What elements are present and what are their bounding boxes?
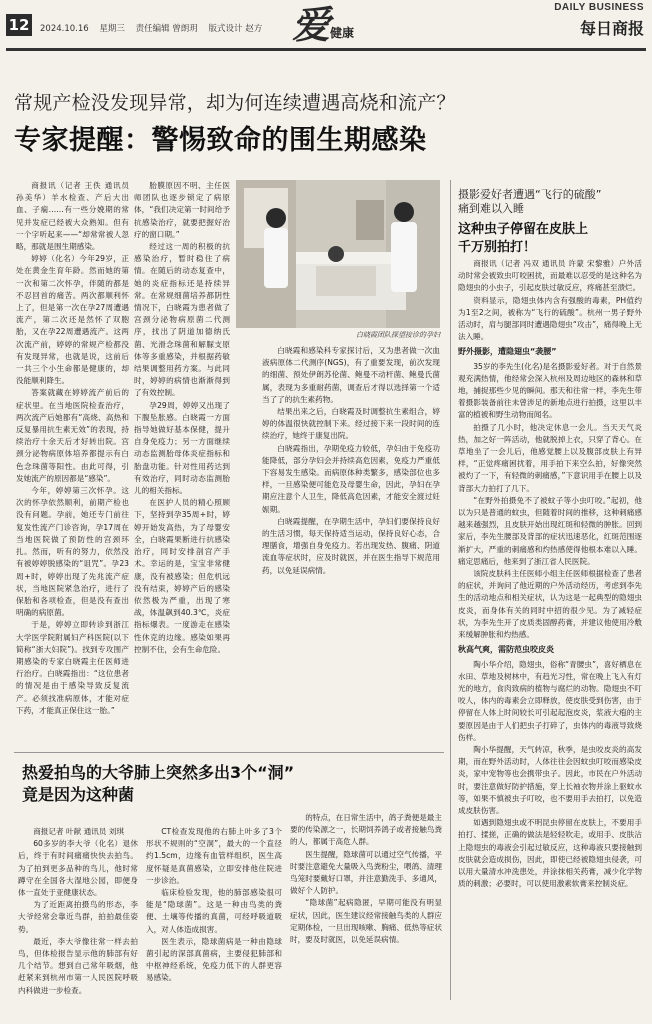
- story2-column-1: [18, 826, 138, 1016]
- paragraph: 胎膜原因不明、主任医师团队也逐步锁定了病原体，“我们决定第一时间给予抗感染治疗，就要把握好治疗的窗口期。”: [134, 181, 230, 239]
- paragraph: 孕29周，婷婷又出现了下腹坠胀感。白晓霞一方面指导她做好基本保健，提升自身免疫力；另一方面继续动态监测胎母体炎症指标和胎盘功能。针对性用药达到有效治疗，同时动态监测胎儿的相关指标。: [134, 400, 230, 496]
- paper-name-english: DAILY BUSINESS: [554, 2, 644, 13]
- page-header: [0, 0, 652, 52]
- paragraph: 今年，婷婷第三次怀孕。这次的怀孕依然顺利，前期产检也没有问题。孕前，她还专门前往复发性流产门诊咨询，孕17周在当地医院做了预防性的宫颈环扎。然而，听有的努力，依然没有被婷婷脱感染的“诅咒”。孕23周+时，婷婷出现了先兆流产症状，当地医院紧急治疗，进行了保胎和各项检查，但是没有查出明确的病原菌。: [16, 486, 129, 618]
- photo-caption: 白晓霞团队探望接诊的孕妇: [356, 331, 440, 339]
- story1-kicker: 常规产检没发现异常，却为何连续遭遇高烧和流产？: [14, 92, 456, 114]
- story2-column-2: [146, 826, 282, 1016]
- section-logo-big: 爱: [292, 2, 331, 47]
- paragraph: 医生提醒，隐球菌可以通过空气传播，平时要注意避免大量吸入鸟粪粉尘，喂鸽、清理鸟笼时要戴好口罩，并注意勤洗手、多通风，做好个人防护。: [290, 849, 442, 896]
- paragraph: 为了近距离拍摄鸟的形态，李大爷经常会靠近鸟群，拍拍最佳姿势。: [18, 900, 138, 934]
- designer-credit: 版式设计 赵方: [208, 24, 263, 34]
- section-subhead: 秋高气爽，需防范虫咬皮炎: [458, 645, 554, 655]
- paragraph: 在医护人员的精心照顾下，坚持到孕35周+时，婷婷开始发高热，为了母婴安全，白晓霞果断进行抗感染治疗，同时安排剖宫产手术。幸运的是，宝宝非常健康，没有被感染；但危机远没有结束，婷婷产后的感染依然极为严重，出现了寒战，体温飙到40.3℃，炎症指标爆表。一度游走在感染性休克的边缘。感染如果再控制不住，会有生命危险。: [134, 498, 230, 654]
- paragraph: 结果出来之后，白晓霞及时调整抗生素组合，婷婷的体温很快就控制下来。经过接下来一段时间的连续治疗，她终于康复出院。: [262, 407, 440, 441]
- story3-headline-line2: 千万别拍打！: [458, 240, 537, 255]
- paragraph: 该院皮肤科主任医师小组主任医师根据检查了患者的症状，并询问了他近期的户外活动经历，考虑到李先生的活动地点和相关症状，认为这是一起典型的隐翅虫皮炎，而身体有关的同时中招的很少见。为了减轻症状，为李先生开了皮质类固醇药膏，并建议他使用冷敷来缓解肿胀和灼热感。: [458, 569, 642, 640]
- story1-column-2: [134, 180, 230, 747]
- paragraph: 35岁的李先生(化名)是名摄影爱好者。对于自然景观充满热情，他经常会深入杭州及周边地区的森林和草地，捕捉那些少见的瞬间。那天和往常一样，李先生带着摄影装备前往未曾涉足的新地点进行拍摄，这里以丰富的植被和野生动物而闻名。: [458, 361, 642, 420]
- section-name: 健康: [330, 26, 355, 40]
- story1-headline: 专家提醒：警惕致命的围生期感染: [14, 125, 427, 156]
- column-divider: [450, 180, 451, 1000]
- paragraph: 婷婷（化名）今年29岁，正处在黄金生育年龄。然而她的第一次和第二次怀孕，伴随的都是不忍回首的痛苦。两次都顺利怀上了，但是第一次在孕27周遭遇流产，第二次还是然怀了双胞胎，又在孕22周遭遇流产。这两次流产前，婷婷的常规产检都没有发现异常，也就是说，这前后一共三个小生命都是健康的，却没能顺利降生。: [16, 254, 129, 386]
- paragraph: 商报讯（记者 冯双 通讯员 许蒙 宋黎雅）户外活动时常会被致虫叮咬困扰，而最难以忍受的是这种名为隐翅虫的小虫子，引起皮肤过敏反应，疼痛甚至溃烂。: [458, 259, 642, 293]
- paragraph: 最近，李大爷像往常一样去拍鸟，但体检报告显示他的肺部有好几个结节。想到自己常年吸烟，他赶紧来到杭州市第一人民医院呼吸内科做进一步检查。: [18, 936, 138, 995]
- paragraph: 60多岁的李大爷（化名）退休后，终于有时间痛痛快快去拍鸟。为了拍到更多品种的鸟儿，他时常蹲守在全国各大湿地公园，即便身体一直处于亚健康状态。: [18, 839, 138, 898]
- paragraph: “在野外拍摄免不了被蚊子等小虫叮咬。”起初，他以为只是普通的蚊虫，但随着时间的推移，这种刺痛感越来越强烈，且皮肤开始出现红斑和轻微的肿胀。回到家后，李先生腰部及背部的症状迅速恶化，红斑范围逐渐扩大，严重的刺痛感和灼热感使得他根本难以入睡。痛定思痛后，他来到了浙江省人民医院。: [458, 495, 642, 566]
- paragraph: 拍摄了几小时，他决定休息一会儿。当天天气炎热，加之好一阵活动，他就脱掉上衣，只穿了背心。在草地坐了一会儿后，他感觉腰上以及腹部皮肤上有异样，“正觉疼痛困扰着，用手拍下来空么拍，好像突然被灼了一下，有轻微的刺痛感，”下意识用手在腰上以及背部大力拍打了几下。: [458, 422, 642, 493]
- story2-column-3: [290, 812, 442, 1016]
- paragraph: 陶小华介绍，隐翅虫，俗称“青腰虫”，喜好栖息在水田、草地及树林中，有趋光习性，常在晚上飞入有灯光的地方，食肉致病的植物与腐烂的动物。隐翅虫不叮咬人，体内的毒素会立即释放，使皮肤受到伤害，由于停留在人体上时间较长可引起起泡皮炎，浆液大疱的主要原因是由于人们把虫子打碎了，虫体内的毒液导致烧伤样。: [458, 659, 642, 742]
- story3-headline-line1: 这种虫子停留在皮肤上: [458, 222, 589, 237]
- story2-headline-line2: 竟是因为这种菌: [22, 785, 135, 804]
- story3-subhead-line2: 痛到难以入睡: [458, 202, 524, 215]
- paragraph: 白晓霞和感染科专家探讨后，又为患者做一次血液病原体二代测序(NGS)，有了重要发现，前次发现的细菌、预处伊朗苏伦菌、鲍曼不动杆菌、鲍曼氏菌属，表现为多重耐药菌，调查后才得以选择第一个适当了了的抗生素药物。: [262, 346, 440, 404]
- section-logo: [292, 2, 362, 48]
- paragraph: 经过这一周的积极的抗感染治疗，暂时稳住了病情。在随后的动态复查中，她的炎症指标还是持续异常。在常规细菌培养都阴性情况下，白晓霞为患者做了宫颈分泌物病原菌二代测序，找出了阴道加德纳氏菌、光滑念珠菌和解脲支原体等多重感染，并根据药敏结果调整用药方案。与此同时，婷婷的病情也渐渐得到了有效控制。: [134, 242, 230, 398]
- story2-headline-line1: 热爱拍鸟的大爷肺上突然多出3个“洞”: [22, 763, 295, 782]
- paragraph: CT检查发现他的右肺上叶多了3个形状不规则的“空洞”，最大的一个直径约1.5cm，边缘有血管样组织，医生高度怀疑是真菌感染，立即安排他住院进一步诊治。: [146, 827, 282, 885]
- issue-date: 2024.10.16: [40, 24, 89, 34]
- paragraph: 资料显示，隐翅虫体内含有强酸的毒素，PH值约为1至2之间，被称为“飞行的硫酸”。杭州一男子野外活动时，肩与腿部同时遭遇隐翅虫“攻击”，痛得晚上无法入睡。: [458, 295, 642, 342]
- paragraph: 临床检验发现，他的肺部感染很可能是“隐球菌”。这是一种由鸟类的粪便、土壤等传播的真菌，可经呼吸道吸入，对人体造成损害。: [146, 888, 282, 934]
- paragraph: 陶小华提醒，天气转凉，秋季，是虫咬皮炎的高发期，而在野外活动时，人体往往会因蚊虫叮咬而感染皮炎，家中宠物等也会携带虫子。因此，市民在户外活动时，要注意做好防护措施，穿上长袖衣物并涂上驱蚊水等，如果不慎被虫子叮咬，也不要用手去拍打，以免造成皮肤伤害。: [458, 744, 642, 815]
- paragraph: 白晓霞指出，孕期免疫力较低，孕妇由于免疫功能降低，部分孕妇会并持续高危因素，免疫力严重低下容易发生感染。而病原体种类繁多，感染部位也多样，一旦感染便可能危及母婴生命，因此，孕妇在孕期应注意个人卫生，降低高危因素，才能安全渡过妊娠期。: [262, 443, 440, 514]
- paragraph: 医生表示，隐球菌病是一种由隐球菌引起的深部真菌病，主要侵犯肺部和中枢神经系统，免疫力低下的人群更容易感染。: [146, 936, 282, 983]
- paragraph: “隐球菌”起病隐匿，早期可能没有明显症状，因此，医生建议经常接触鸟类的人群应定期体检，一旦出现咳嗽、胸痛、低热等症状时，要及时就医，以免延误病情。: [290, 898, 442, 945]
- section-subhead: 野外摄影，遭隐翅虫“袭腰”: [458, 347, 557, 357]
- header-meta: [40, 22, 270, 34]
- paragraph: 商报讯（记者 王佚 通讯员 孙美华）羊水检查、产后大出血、子痫……有一些分娩期的常见并发症已经被大众熟知。但有一个字听起来——“却常常被人忽略，那就是围生期感染。: [16, 181, 129, 252]
- paper-name: 每日商报: [579, 19, 644, 38]
- issue-weekday: 星期三: [99, 24, 125, 34]
- page-number: 12: [6, 14, 32, 36]
- story3-body: [458, 258, 642, 1016]
- header-rule: [6, 48, 646, 51]
- story-divider: [14, 752, 444, 753]
- hospital-ward-illustration: [236, 180, 440, 328]
- byline: 商报记者 叶献 通讯员 刘琪: [33, 827, 124, 836]
- paragraph: 答案就藏在婷婷流产前后的症状里。在当地医院检查治疗，两次流产后她都有“高烧、高热和反复暴用抗生素无效”的表现，持续治疗十余天后才好转出院。宫颈分泌物病原体培养都提示有白色念珠菌等阳性。由此可得，引发她流产的原因都是“感染”。: [16, 388, 129, 483]
- story3-subhead-line1: 摄影爱好者遭遇“飞行的硫酸”: [458, 188, 602, 201]
- paragraph: 的特点，在日常生活中，鸽子粪便是最主要的传染源之一，长期饲养鸽子或者接触鸟粪的人，都属于高危人群。: [290, 813, 442, 847]
- editor-credit: 责任编辑 曾朗玥: [135, 24, 198, 34]
- paragraph: 如遇到隐翅虫或不明昆虫停留在皮肤上，不要用手拍打、揉搓，正确的做法是轻轻吹走，或用手、皮肤沾上隐翅虫的毒液会引起过敏反应，这种毒液只要接触到皮肤就会造成损伤，因此，即使已经被隐翅虫侵袭，可以用大量清水冲洗患处，并涂抹相关药膏，减少化学物质的刺激；必要时，可以使用激素软膏来控制炎症。: [458, 818, 642, 889]
- story1-column-3: [262, 345, 440, 747]
- hospital-ward-photo: [236, 180, 440, 328]
- paragraph: 白晓霞提醒，在孕期生活中，孕妇们要保持良好的生活习惯，每天保持适当运动，保持良好心态，合理膳食，增强自身免疫力。若出现发热、腹痛、阴道流血等症状时，应及时就医，并在医生指导下规范用药，以免延误病情。: [262, 516, 440, 575]
- paragraph: 于是，婷婷立即转诊到浙江大学医学院附属妇产科医院(以下简称“浙大妇院”)。找到专攻围产期感染的专家白晓霞主任医师进行治疗。白晓霞指出：“这位患者的情况是由于感染导致反复流产。必须找准病原体，才能对症下药，才能真正保住这一胎。”: [16, 620, 129, 715]
- story1-column-1: [16, 180, 129, 747]
